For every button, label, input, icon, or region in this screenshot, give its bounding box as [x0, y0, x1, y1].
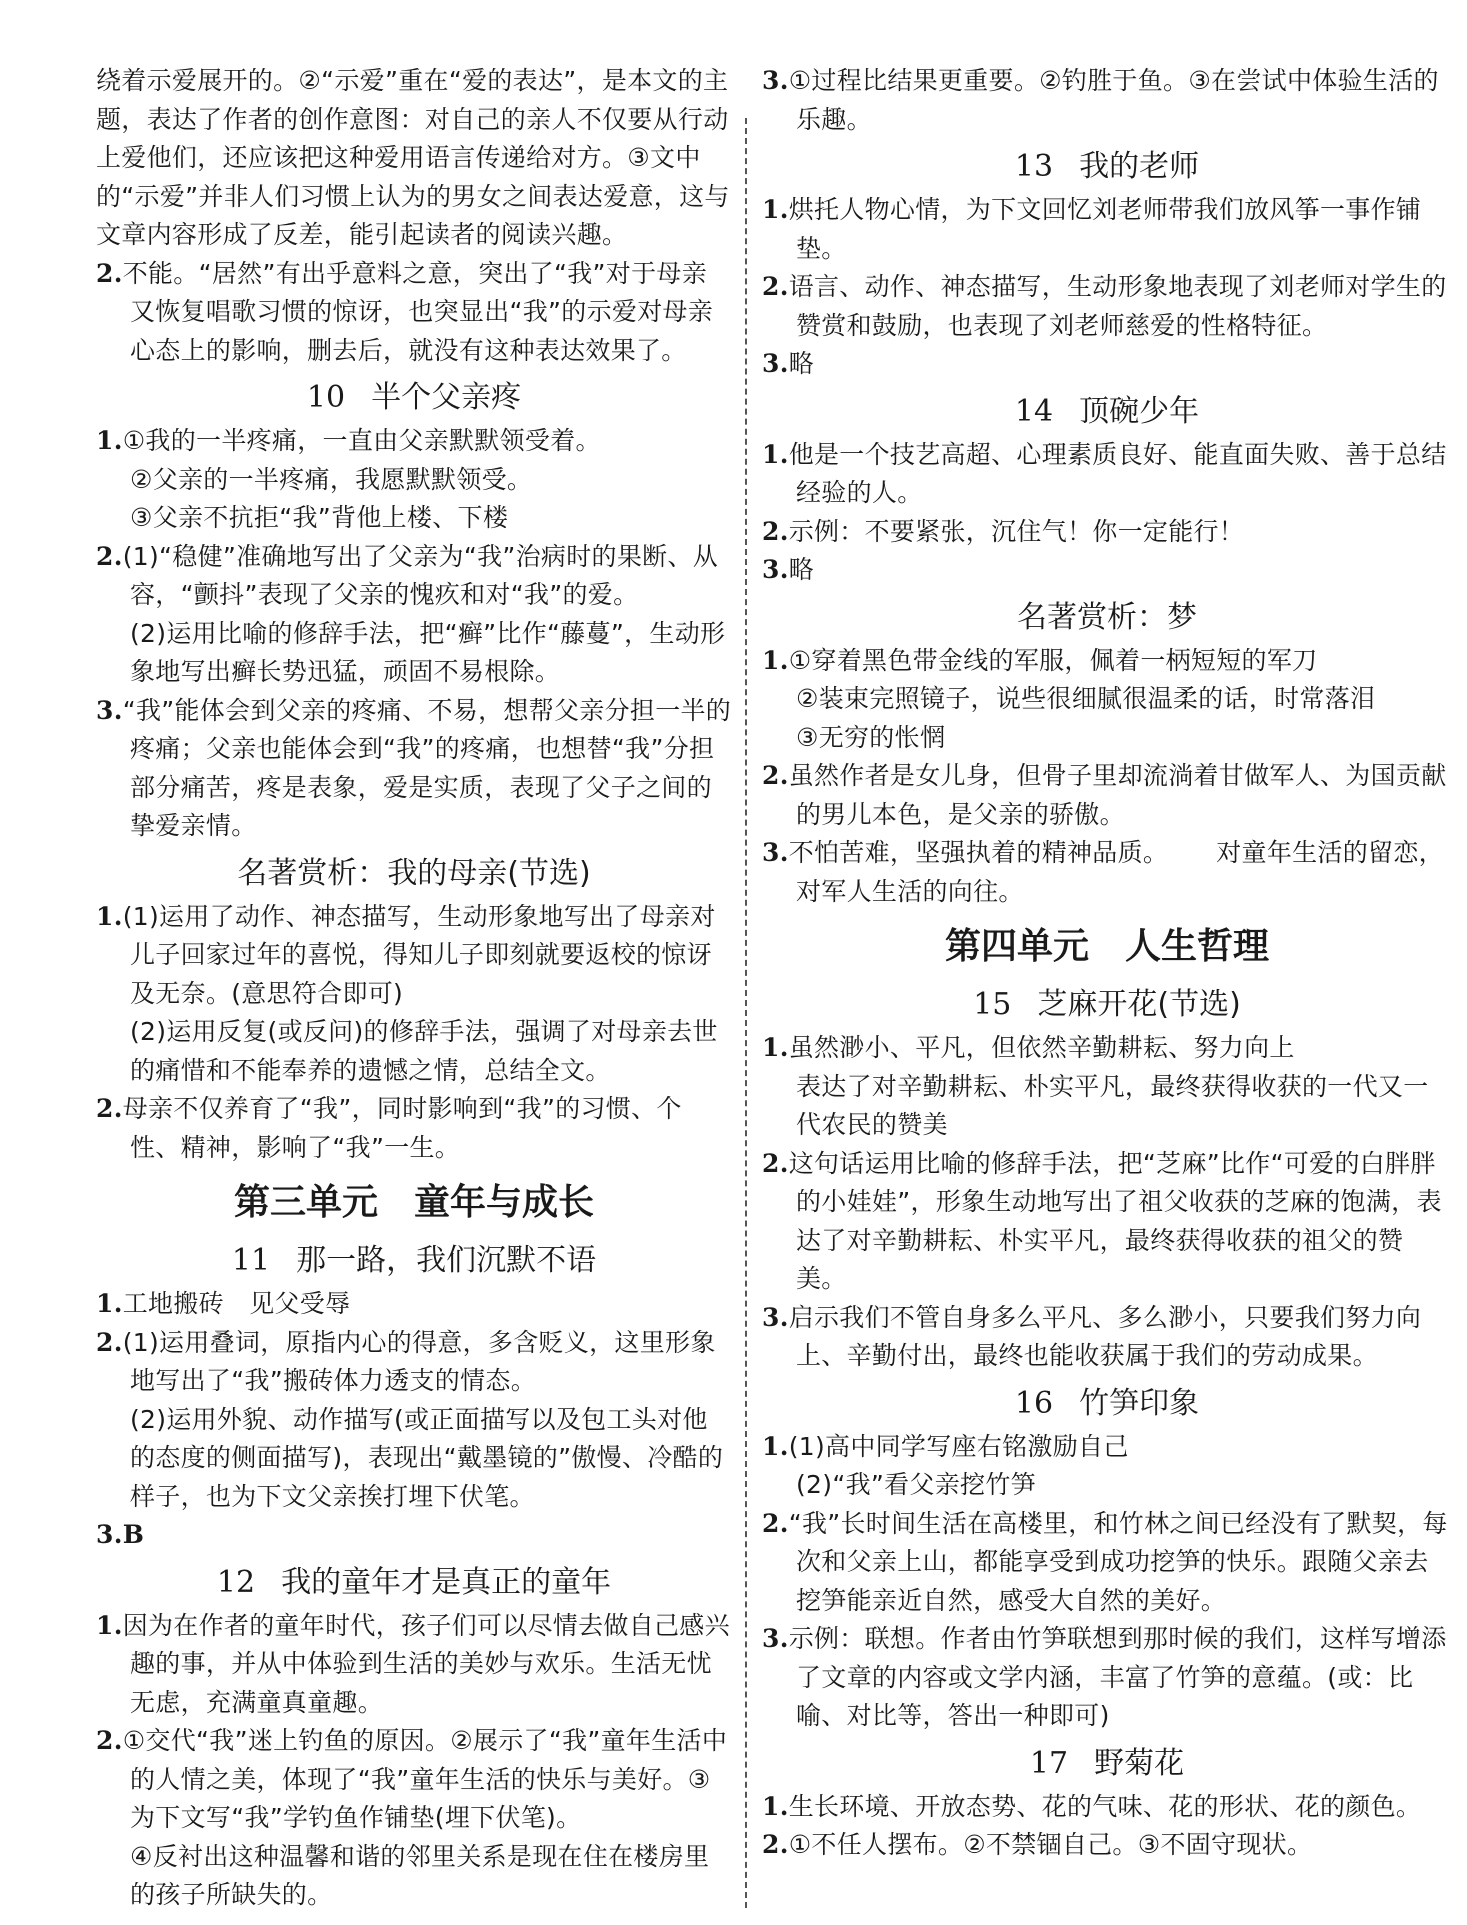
mz-dream-heading: 名著赏析：梦 [1017, 599, 1197, 635]
s10-answer-3: 3.“我”能体会到父亲的疼痛、不易，想帮父亲分担一半的疼痛；父亲也能体会到“我”的疼痛，也想替“我”分担部分痛苦，疼是表象，爱是实质，表现了父子之间的挚爱亲情。 [96, 695, 732, 840]
intro-answer-3: 3.①过程比结果更重要。②钓胜于鱼。③在尝试中体验生活的乐趣。 [762, 66, 1439, 134]
mz2-answer-1c: ③无穷的怅惘 [796, 722, 946, 752]
s15-answer-3: 3.启示我们不管自身多么平凡、多么渺小，只要我们努力向上、辛勤付出，最终也能收获属于我们的劳动成果。 [762, 1302, 1422, 1370]
s11-answer-2: 2.(1)运用叠词，原指内心的得意，多含贬义，这里形象地写出了“我”搬砖体力透支的情态。 [96, 1327, 716, 1395]
s10-answer-2: 2.(1)“稳健”准确地写出了父亲为“我”治病时的果断、从容，“颤抖”表现了父亲的愧疚和对“我”的爱。 [96, 541, 719, 609]
s12-answer-2: 2.①交代“我”迷上钓鱼的原因。②展示了“我”童年生活中的人情之美，体现了“我”童年生活的快乐与美好。③为下文写“我”学钓鱼作铺垫(埋下伏笔)。 [96, 1726, 728, 1832]
s15-answer-1b: 表达了对辛勤耕耘、朴实平凡，最终获得收获的一代又一代农民的赞美 [796, 1071, 1429, 1139]
section-11-heading: 11 那一路，我们沉默不语 [231, 1243, 597, 1278]
section-17-heading: 17 野菊花 [1029, 1745, 1185, 1781]
s13-answer-2: 2.语言、动作、神态描写，生动形象地表现了刘老师对学生的赞赏和鼓励，也表现了刘老师慈爱的性格特征。 [762, 272, 1447, 340]
mz2-answer-2: 2.虽然作者是女儿身，但骨子里却流淌着甘做军人、为国贡献的男儿本色，是父亲的骄傲。 [762, 761, 1447, 829]
mz-mother-heading: 名著赏析：我的母亲(节选) [237, 855, 591, 891]
s10-answer-1: 1.①我的一半疼痛，一直由父亲默默领受着。 [96, 426, 601, 455]
s14-answer-3: 3.略 [762, 555, 815, 584]
section-12-heading: 12 我的童年才是真正的童年 [216, 1564, 612, 1600]
s17-answer-2: 2.①不任人摆布。②不禁锢自己。③不固守现状。 [762, 1830, 1313, 1859]
s10-answer-1c: ③父亲不抗拒“我”背他上楼、下楼 [130, 503, 509, 532]
section-15-heading: 15 芝麻开花(节选) [973, 987, 1241, 1022]
s11-answer-1: 1.工地搬砖 见父受辱 [96, 1289, 351, 1318]
section-14-heading: 14 顶碗少年 [1014, 393, 1200, 429]
s16-answer-1b: (2)“我”看父亲挖竹笋 [796, 1470, 1036, 1499]
s16-answer-2: 2.“我”长时间生活在高楼里，和竹林之间已经没有了默契，每次和父亲上山，都能享受到成功挖笋的快乐。跟随父亲去挖笋能亲近自然，感受大自然的美好。 [762, 1508, 1448, 1615]
s11-answer-2b: (2)运用外貌、动作描写(或正面描写以及包工头对他的态度的侧面描写)，表现出“戴墨镜的”傲慢、冷酷的样子，也为下文父亲挨打埋下伏笔。 [130, 1404, 724, 1511]
mz1-answer-2: 2.母亲不仅养育了“我”，同时影响到“我”的习惯、个性、精神，影响了“我”一生。 [96, 1094, 682, 1162]
mz2-answer-1b: ②装束完照镜子，说些很细腻很温柔的话，时常落泪 [796, 684, 1376, 713]
s12-answer-2b: ④反衬出这种温馨和谐的邻里关系是现在住在楼房里的孩子所缺失的。 [130, 1841, 710, 1909]
mz1-answer-1b: (2)运用反复(或反问)的修辞手法，强调了对母亲去世的痛惜和不能奉养的遗憾之情，总结全文。 [130, 1017, 718, 1085]
unit-4-heading: 第四单元 人生哲理 [944, 926, 1270, 967]
mz2-answer-1: 1.①穿着黑色带金线的军服，佩着一柄短短的军刀 [762, 645, 1318, 675]
s15-answer-2: 2.这句话运用比喻的修辞手法，把“芝麻”比作“可爱的白胖胖的小娃娃”，形象生动地写出了祖父收获的芝麻的饱满，表达了对辛勤耕耘、朴实平凡，最终获得收获的祖父的赞美。 [762, 1148, 1442, 1293]
mz2-answer-3: 3.不怕苦难，坚强执着的精神品质。 对童年生活的留恋，对军人生活的向往。 [762, 838, 1444, 906]
s16-answer-1: 1.(1)高中同学写座右铭激励自己 [762, 1431, 1129, 1461]
s15-answer-1: 1.虽然渺小、平凡，但依然辛勤耕耘、努力向上 [762, 1033, 1295, 1062]
intro-paragraph: 绕着示爱展开的。②“示爱”重在“爱的表达”，是本文的主题，表达了作者的创作意图：对自己的亲人不仅要从行动上爱他们，还应该把这种爱用语言传递给对方。③文中的“示爱”并非人们习惯上认为的男女之间表达爱意，这与文章内容形成了反差，能引起读者的阅读兴趣。 [96, 66, 730, 249]
s14-answer-1: 1.他是一个技艺高超、心理素质良好、能直面失败、善于总结经验的人。 [762, 439, 1447, 507]
s14-answer-2: 2.示例：不要紧张，沉住气！你一定能行！ [762, 516, 1245, 546]
s12-answer-1: 1.因为在作者的童年时代，孩子们可以尽情去做自己感兴趣的事，并从中体验到生活的美妙与欢乐。生活无忧无虑，充满童真童趣。 [96, 1610, 730, 1717]
s11-answer-3: 3.B [96, 1520, 145, 1549]
s17-answer-1: 1.生长环境、开放态势、花的气味、花的形状、花的颜色。 [762, 1791, 1422, 1821]
column-divider [745, 118, 747, 1908]
left-column [96, 62, 732, 1915]
s10-answer-1b: ②父亲的一半疼痛，我愿默默领受。 [130, 464, 533, 494]
section-13-heading: 13 我的老师 [1014, 149, 1200, 184]
mz1-answer-1: 1.(1)运用了动作、神态描写，生动形象地写出了母亲对儿子回家过年的喜悦，得知儿子即刻就要返校的惊讶及无奈。(意思符合即可) [96, 901, 716, 1008]
right-column [762, 62, 1452, 1865]
section-16-heading: 16 竹笋印象 [1014, 1385, 1200, 1421]
intro-answer-2: 2.不能。“居然”有出乎意料之意，突出了“我”对于母亲又恢复唱歌习惯的惊讶，也突显出“我”的示爱对母亲心态上的影响，删去后，就没有这种表达效果了。 [96, 258, 714, 365]
section-10-heading: 10 半个父亲疼 [306, 380, 522, 415]
unit-3-heading: 第三单元 童年与成长 [233, 1182, 595, 1223]
s16-answer-3: 3.示例：联想。作者由竹笋联想到那时候的我们，这样写增添了文章的内容或文学内涵，丰富了竹笋的意蕴。(或：比喻、对比等，答出一种即可) [762, 1624, 1447, 1730]
s13-answer-3: 3.略 [762, 349, 815, 378]
s10-answer-2b: (2)运用比喻的修辞手法，把“癣”比作“藤蔓”，生动形象地写出癣长势迅猛，顽固不易根除。 [130, 618, 726, 686]
s13-answer-1: 1.烘托人物心情，为下文回忆刘老师带我们放风筝一事作铺垫。 [762, 195, 1422, 263]
